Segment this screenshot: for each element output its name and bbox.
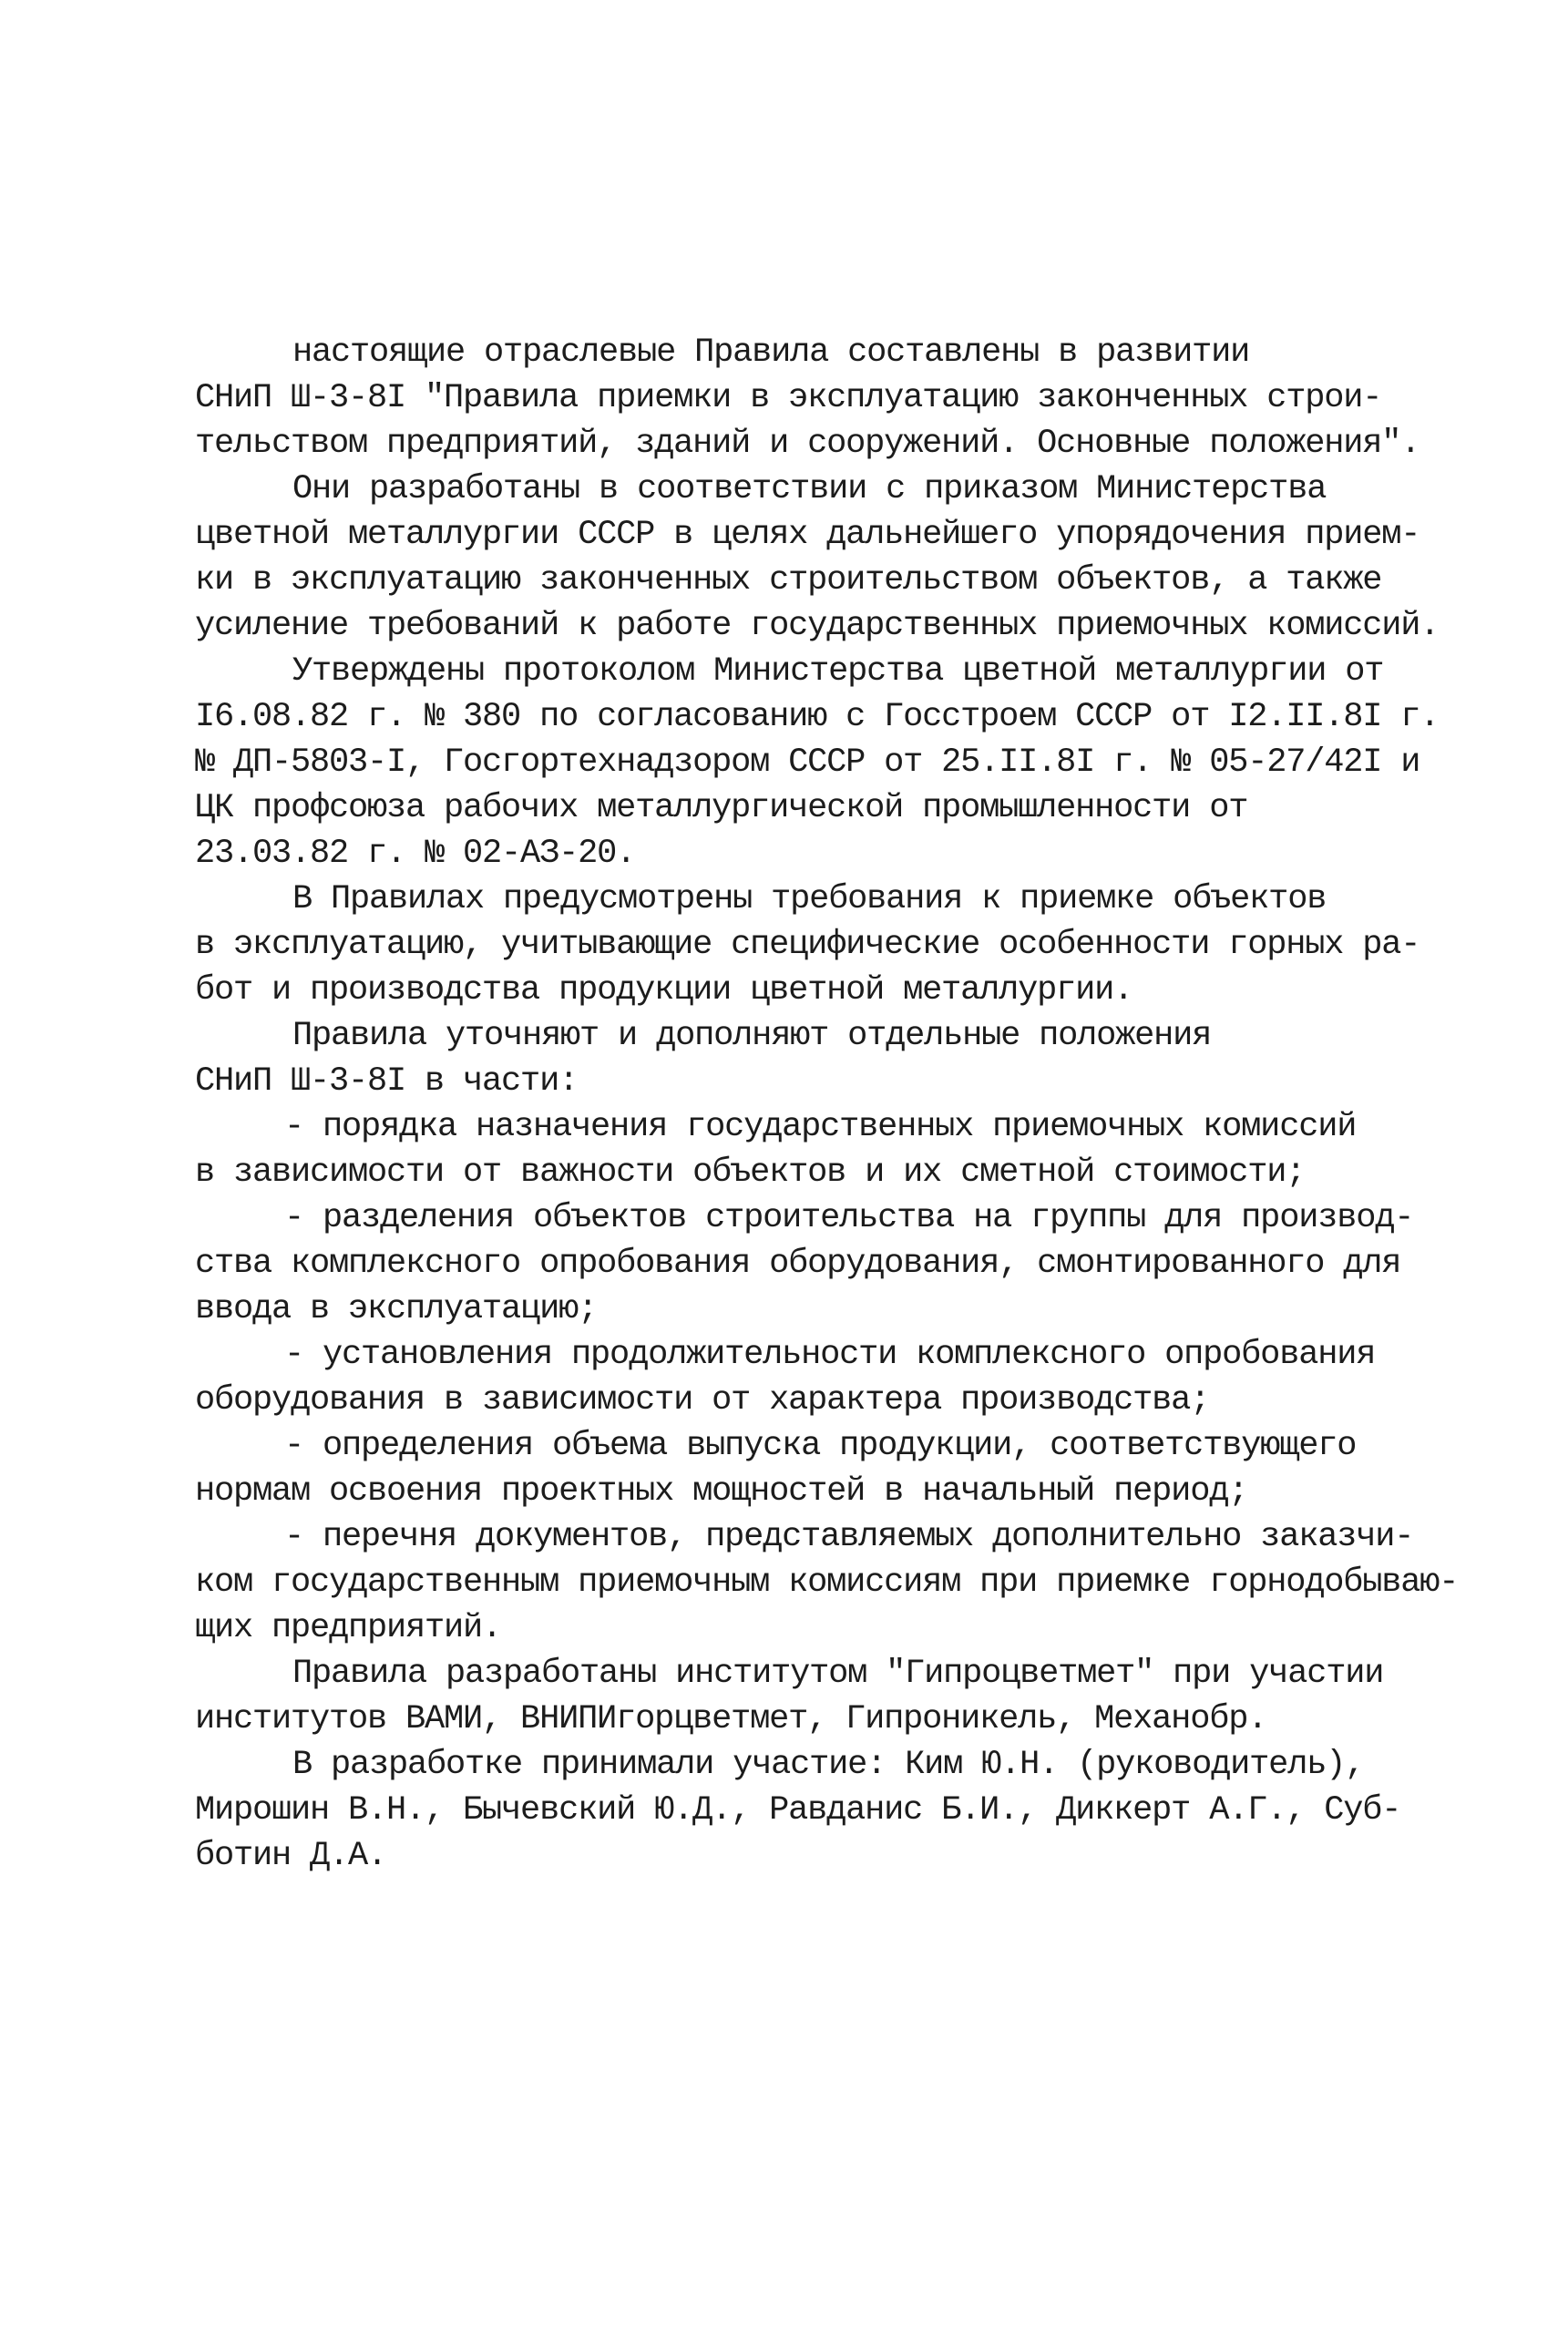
text-line: цветной металлургии СССР в целях дальнейшего упорядочения прием- [195, 516, 1420, 554]
text-line: Мирошин В.Н., Бычевский Ю.Д., Равданис Б.И., Диккерт А.Г., Суб- [195, 1791, 1401, 1830]
text-line: тельством предприятий, зданий и сооружений. Основные положения". [195, 425, 1420, 463]
text-line: Правила разработаны институтом "Гипроцветмет" при участии [292, 1655, 1384, 1693]
text-line: оборудования в зависимости от характера производства; [195, 1381, 1210, 1420]
text-line: 23.03.82 г. № 02-АЗ-20. [195, 835, 636, 873]
text-line: - перечня документов, представляемых дополнительно заказчи- [284, 1518, 1414, 1556]
text-line: - разделения объектов строительства на группы для производ- [284, 1199, 1414, 1237]
text-line: - порядка назначения государственных приемочных комиссий [284, 1108, 1357, 1146]
text-line: В разработке принимали участие: Ким Ю.Н. (руководитель), [292, 1746, 1365, 1784]
text-line: нормам освоения проектных мощностей в начальный период; [195, 1472, 1248, 1511]
document-body [195, 330, 1459, 1879]
text-line: СНиП Ш-3-8I в части: [195, 1062, 579, 1101]
text-line: щих предприятий. [195, 1609, 502, 1647]
text-line: ботин Д.А. [195, 1837, 387, 1875]
text-line: ввода в эксплуатацию; [195, 1290, 598, 1328]
text-line: усиление требований к работе государственных приемочных комиссий. [195, 607, 1440, 645]
text-line: - определения объема выпуска продукции, соответствующего [284, 1427, 1357, 1465]
text-line: В Правилах предусмотрены требования к приемке объектов [292, 880, 1327, 918]
text-line: ства комплексного опробования оборудования, смонтированного для [195, 1245, 1401, 1283]
text-line: № ДП-5803-I, Госгортехнадзором СССР от 25.II.8I г. № 05-27/42I и [195, 743, 1420, 782]
text-line: ком государственным приемочным комиссиям при приемке горнодобываю- [195, 1563, 1459, 1602]
text-line: ки в эксплуатацию законченных строительством объектов, а также [195, 561, 1382, 600]
text-line: настоящие отраслевые Правила составлены в развитии [292, 333, 1250, 372]
text-line: Правила уточняют и дополняют отдельные положения [292, 1017, 1212, 1055]
text-line: в эксплуатацию, учитывающие специфические особенности горных ра- [195, 926, 1420, 964]
text-line: - установления продолжительности комплексного опробования [284, 1336, 1376, 1374]
text-line: Утверждены протоколом Министерства цветной металлургии от [292, 652, 1384, 691]
text-line: ЦК профсоюза рабочих металлургической промышленности от [195, 789, 1248, 827]
text-line: институтов ВАМИ, ВНИПИгорцветмет, Гипроникель, Механобр. [195, 1700, 1267, 1738]
text-line: Они разработаны в соответствии с приказом Министерства [292, 470, 1327, 508]
text-line: I6.08.82 г. № 380 по согласованию с Госстроем СССР от I2.II.8I г. [195, 698, 1440, 736]
text-line: СНиП Ш-3-8I "Правила приемки в эксплуатацию законченных строи- [195, 379, 1382, 417]
text-line: в зависимости от важности объектов и их сметной стоимости; [195, 1153, 1306, 1192]
text-line: бот и производства продукции цветной металлургии. [195, 971, 1133, 1010]
